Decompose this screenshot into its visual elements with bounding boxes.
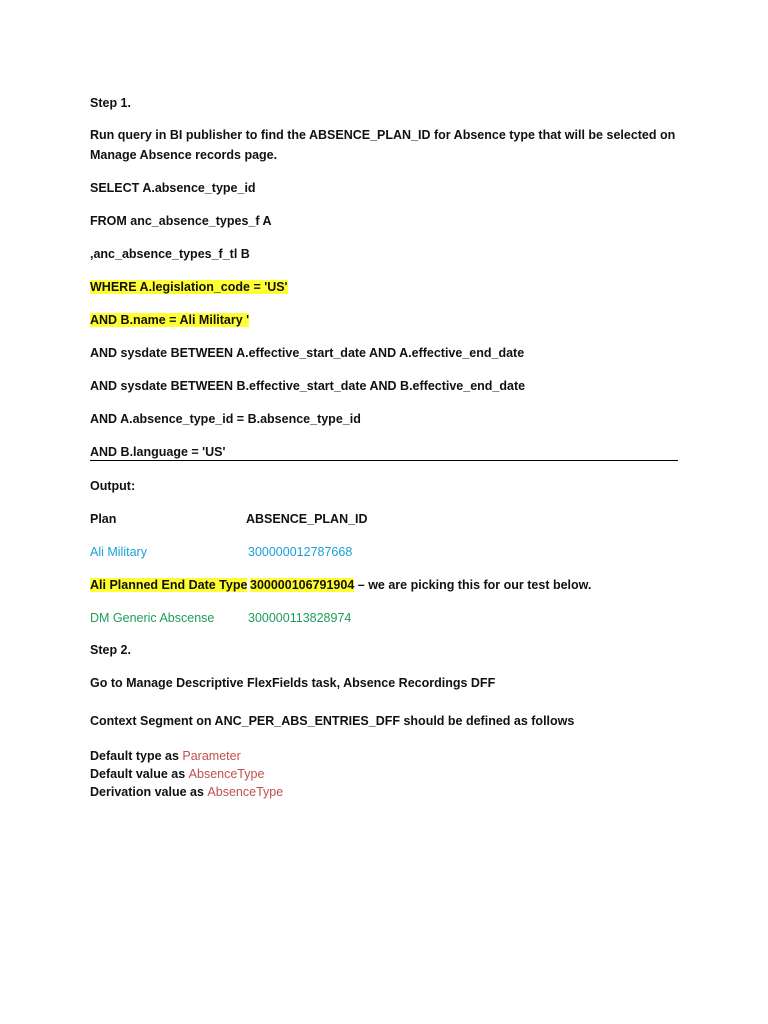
output-header-row	[90, 511, 368, 527]
query-line-from: FROM anc_absence_types_f A	[90, 214, 272, 228]
step2-line2: Context Segment on ANC_PER_ABS_ENTRIES_DFF should be defined as follows	[90, 714, 575, 728]
default-type-value: Parameter	[182, 749, 241, 763]
derivation-value-label: Derivation value as	[90, 785, 208, 799]
col-header-plan: Plan	[90, 512, 117, 526]
query-line-date-b: AND sysdate BETWEEN B.effective_start_date AND B.effective_end_date	[90, 379, 526, 393]
step2-heading: Step 2.	[90, 643, 131, 657]
row-plan: Ali Military	[90, 545, 147, 559]
query-line-select: SELECT A.absence_type_id	[90, 181, 256, 195]
default-value-value: AbsenceType	[188, 767, 265, 781]
step2-line1: Go to Manage Descriptive FlexFields task, Absence Recordings DFF	[90, 676, 496, 690]
derivation-value-line	[90, 784, 283, 800]
default-type-label: Default type as	[90, 749, 183, 763]
col-header-id: ABSENCE_PLAN_ID	[246, 512, 368, 526]
derivation-value-value: AbsenceType	[207, 785, 284, 799]
default-value-line	[90, 766, 264, 782]
query-line-date-a: AND sysdate BETWEEN A.effective_start_date AND A.effective_end_date	[90, 346, 525, 360]
highlight-where: WHERE A.legislation_code = 'US'	[90, 280, 288, 294]
step1-intro-line2: Manage Absence records page.	[90, 148, 278, 162]
highlight-name: AND B.name = Ali Military '	[90, 313, 250, 327]
output-row-dm-generic	[90, 610, 352, 626]
step1-heading: Step 1.	[90, 96, 131, 110]
horizontal-rule	[90, 460, 678, 461]
row-plan: DM Generic Abscense	[90, 611, 215, 625]
default-value-label: Default value as	[90, 767, 189, 781]
query-line-id-join: AND A.absence_type_id = B.absence_type_id	[90, 412, 361, 426]
query-line-language: AND B.language = 'US'	[90, 445, 226, 459]
row-note: – we are picking this for our test below.	[357, 578, 592, 592]
query-line-name	[90, 312, 249, 328]
row-plan: Ali Planned End Date Type	[90, 578, 248, 592]
output-heading: Output:	[90, 479, 136, 493]
default-type-line	[90, 748, 241, 764]
row-id: 300000106791904	[250, 578, 355, 592]
output-row-ali-planned	[90, 577, 592, 593]
query-line-join: ,anc_absence_types_f_tl B	[90, 247, 250, 261]
row-id: 300000012787668	[248, 545, 353, 559]
query-line-where	[90, 279, 288, 295]
output-row-ali-military	[90, 544, 353, 560]
row-id: 300000113828974	[248, 611, 352, 625]
step1-intro-line1: Run query in BI publisher to find the ABSENCE_PLAN_ID for Absence type that will be selected on	[90, 128, 676, 142]
